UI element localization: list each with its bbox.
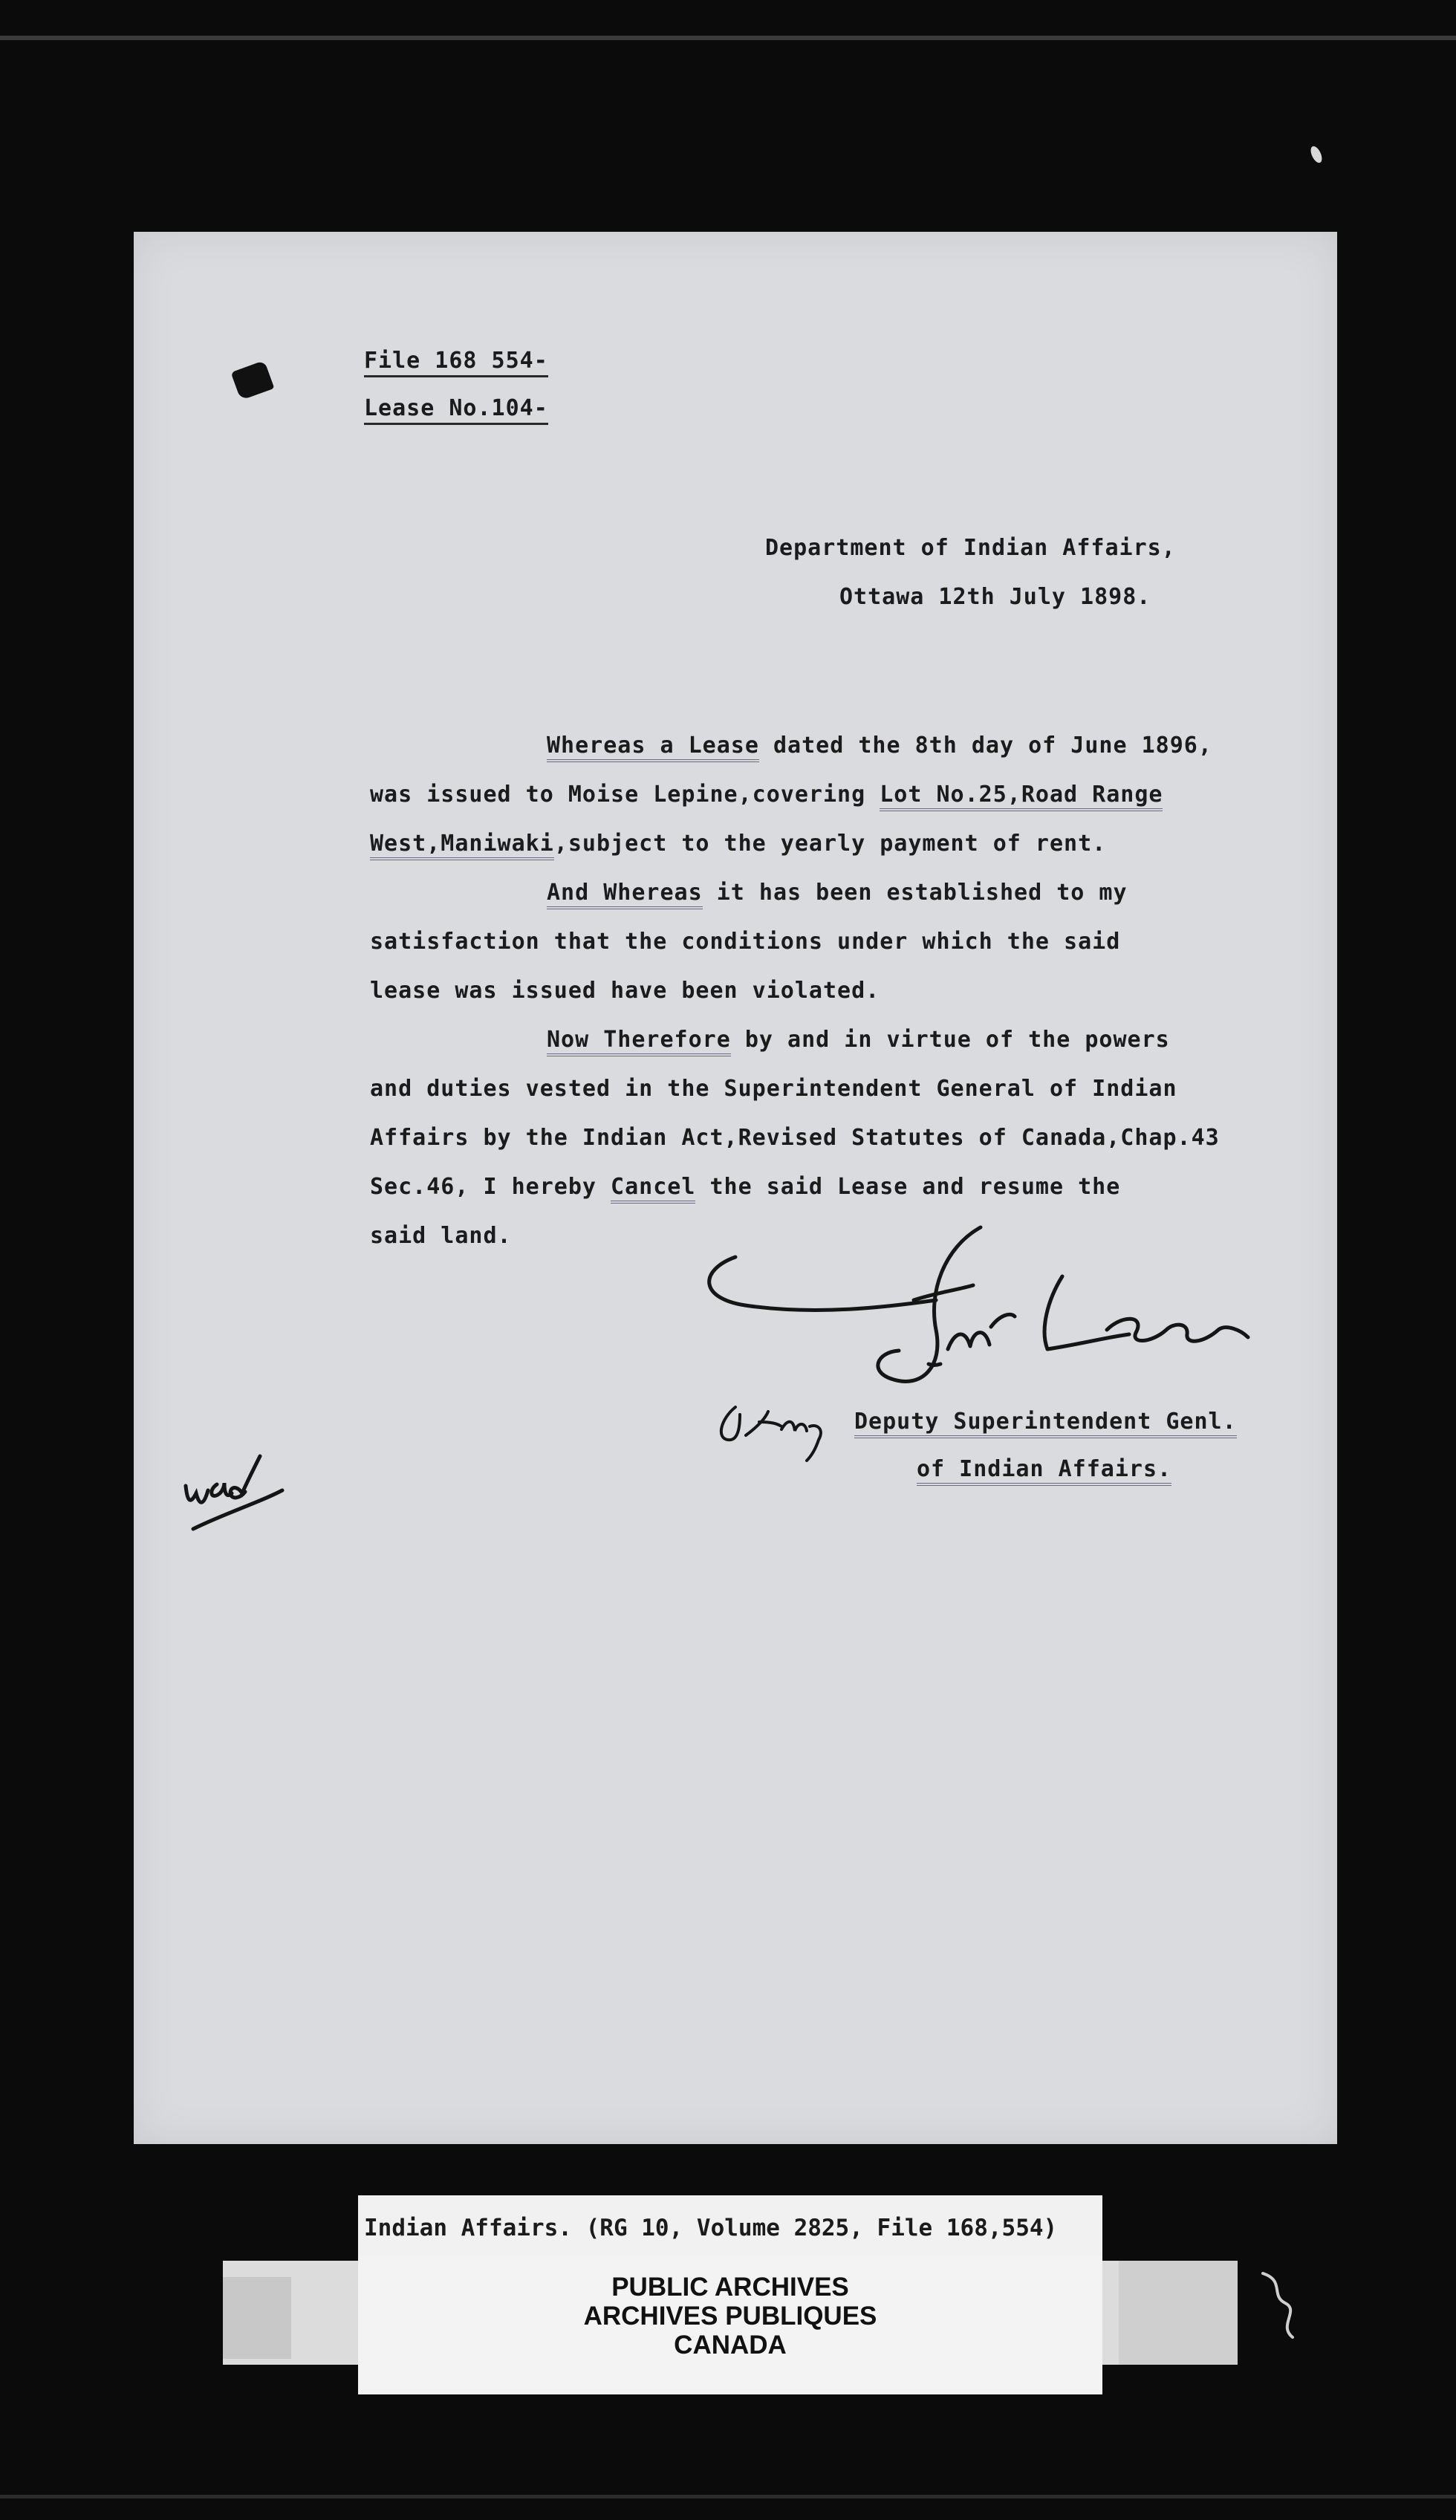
archive-citation: Indian Affairs. (RG 10, Volume 2825, File 168,554) [358,2195,1102,2256]
body-line-9: Affairs by the Indian Act,Revised Statutes of Canada,Chap.43 [370,1125,1220,1151]
archive-stamp-line-2: ARCHIVES PUBLIQUES [583,2302,877,2331]
signature-image [691,1218,1255,1397]
place-date-line: Ottawa 12th July 1898. [839,584,1151,610]
body-line-2: was issued to Moise Lepine,covering Lot No.25,Road Range [370,782,1163,808]
signatory-title-2: of Indian Affairs. [917,1456,1171,1482]
signatory-title-1: Deputy Superintendent Genl. [854,1409,1237,1435]
department-line: Department of Indian Affairs, [765,535,1176,561]
file-number: File 168 554- [364,348,548,374]
body-line-10: Sec.46, I hereby Cancel the said Lease and resume the [370,1174,1120,1200]
film-top-edge [0,36,1456,40]
archive-stamp-line-3: CANADA [674,2331,787,2360]
body-line-11: said land. [370,1223,512,1249]
body-line-8: and duties vested in the Superintendent General of Indian [370,1076,1177,1102]
acting-handwriting [713,1397,839,1464]
body-line-4: And Whereas it has been established to my [547,880,1128,906]
film-speck [1308,145,1324,165]
film-mark [1255,2266,1322,2348]
body-line-1: Whereas a Lease dated the 8th day of June 1896, [547,733,1212,759]
lease-number: Lease No.104- [364,395,548,421]
margin-initials [178,1441,290,1545]
body-line-3: West,Maniwaki,subject to the yearly payment of rent. [370,831,1106,857]
film-bottom-edge [0,2495,1456,2498]
body-line-7: Now Therefore by and in virtue of the powers [547,1027,1170,1053]
archive-stamp-line-1: PUBLIC ARCHIVES [611,2273,849,2302]
body-line-6: lease was issued have been violated. [370,978,880,1004]
body-line-5: satisfaction that the conditions under which the said [370,929,1121,955]
archive-stamp [358,2256,1102,2394]
